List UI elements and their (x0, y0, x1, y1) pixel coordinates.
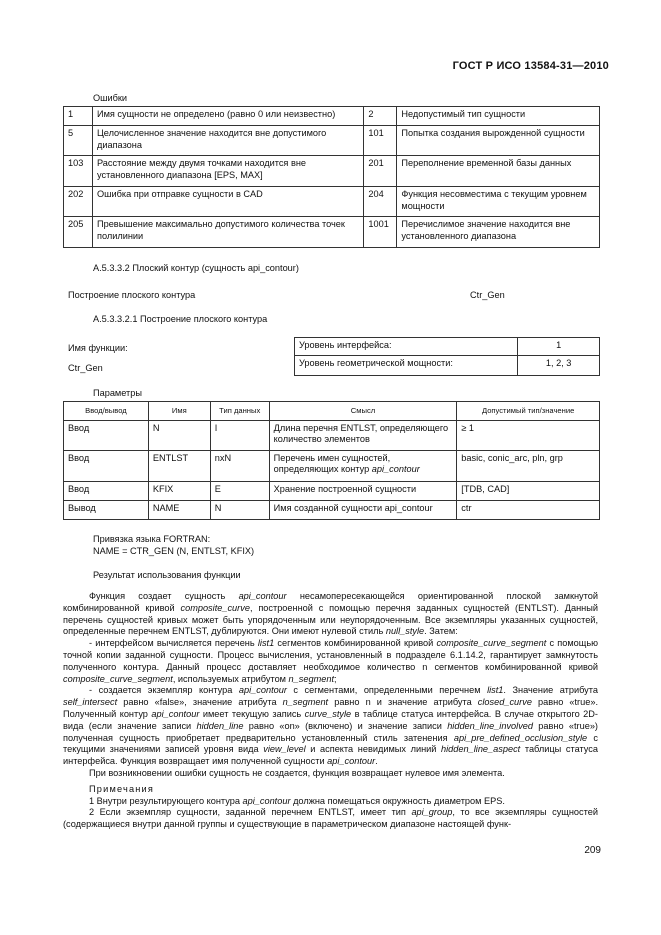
param-meaning: Хранение построенной сущности (269, 481, 457, 500)
errors-table (63, 106, 600, 248)
param-name: N (148, 420, 210, 450)
error-text: Переполнение временной базы данных (397, 156, 600, 187)
result-paragraph: При возникновении ошибки сущность не создается, функция возвращает нулевое имя элемента. (89, 767, 505, 778)
error-code: 204 (364, 187, 397, 217)
param-io: Вывод (64, 500, 149, 519)
table-row (64, 420, 600, 450)
table-row (64, 107, 600, 126)
param-allowed: ≥ 1 (457, 420, 600, 450)
error-text: Попытка создания вырожденной сущности (397, 126, 600, 156)
result-body (63, 591, 598, 831)
param-name: ENTLST (148, 450, 210, 481)
param-allowed: ctr (457, 500, 600, 519)
error-code: 201 (364, 156, 397, 187)
error-text: Имя сущности не определено (равно 0 или неизвестно) (92, 107, 363, 126)
param-name: KFIX (148, 481, 210, 500)
table-row (64, 481, 600, 500)
table-row (64, 217, 600, 248)
params-table (63, 401, 600, 520)
param-type: nxN (210, 450, 269, 481)
function-name-label: Имя функции: (68, 343, 128, 353)
power-level-value: 1, 2, 3 (518, 356, 600, 376)
errors-label: Ошибки (93, 93, 128, 103)
col-header: Ввод/вывод (64, 402, 149, 421)
param-meaning: Имя созданной сущности api_contour (269, 500, 457, 519)
power-level-label: Уровень геометрической мощности: (295, 356, 518, 376)
result-label: Результат использования функции (93, 570, 241, 580)
param-name: NAME (148, 500, 210, 519)
subsection-heading: A.5.3.3.2.1 Построение плоского контура (93, 314, 268, 324)
error-code: 205 (64, 217, 93, 248)
param-io: Ввод (64, 481, 149, 500)
param-meaning (269, 450, 457, 481)
construction-code: Ctr_Gen (470, 290, 505, 300)
param-allowed: [TDB, CAD] (457, 481, 600, 500)
note-1: 1 Внутри результирующего контура api_contour должна помещаться окружность диаметром EPS. (89, 795, 505, 806)
result-paragraph: - интерфейсом вычисляется перечень list1 сегментов комбинированной кривой composite_curve_segment с помощью точной копии заданной сущности. Процесс вычисления, установленный в подразделе 6.1.14.2, гарантирует замкнутость полученного контура. Данный процесс доставляет необходимое количество n сегментов комбинированной кривой composite_curve_segment, используемых атрибутом n_segment; (63, 638, 598, 684)
error-code: 1 (64, 107, 93, 126)
note-2: 2 Если экземпляр сущности, заданной перечнем ENTLST, имеет тип api_group, то все экземпляры сущностей (содержащиеся внутри данной группы и существующие в параметрическом диапазоне настоящей функ- (63, 807, 598, 830)
error-code: 1001 (364, 217, 397, 248)
interface-level-value: 1 (518, 338, 600, 356)
col-header: Допустимый тип/значение (457, 402, 600, 421)
function-name-value: Ctr_Gen (68, 363, 103, 373)
params-label: Параметры (93, 388, 142, 398)
error-code: 101 (364, 126, 397, 156)
error-code: 202 (64, 187, 93, 217)
table-row (295, 338, 600, 356)
result-paragraph: Функция создает сущность api_contour несамопересекающейся ориентированной плоской замкнутой комбинированной кривой composite_curve, построенной с помощью перечня заданных сущностей (ENTLST). Данный перечень сущностей кривых может быть упорядоченным или неупорядоченным. Все экземпляры указанных сущностей, определенные перечнем ENTLST, дублируются. Они имеют нулевой стиль null_style. Затем: (63, 591, 598, 637)
param-type: E (210, 481, 269, 500)
function-levels-table (294, 337, 600, 376)
construction-label: Построение плоского контура (68, 290, 196, 300)
param-allowed: basic, conic_arc, pln, grp (457, 450, 600, 481)
fortran-label: Привязка языка FORTRAN: (93, 534, 211, 544)
error-text: Расстояние между двумя точками находится вне установленного диапазона [EPS, MAX] (92, 156, 363, 187)
error-text: Ошибка при отправке сущности в CAD (92, 187, 363, 217)
param-meaning: Длина перечня ENTLST, определяющего количество элементов (269, 420, 457, 450)
error-text: Перечислимое значение находится вне установленного диапазона (397, 217, 600, 248)
table-row (64, 187, 600, 217)
interface-level-label: Уровень интерфейса: (295, 338, 518, 356)
table-row (295, 356, 600, 376)
col-header: Тип данных (210, 402, 269, 421)
section-heading: A.5.3.3.2 Плоский контур (сущность api_contour) (93, 263, 299, 273)
param-io: Ввод (64, 450, 149, 481)
col-header: Имя (148, 402, 210, 421)
error-text: Функция несовместима с текущим уровнем мощности (397, 187, 600, 217)
page-number: 209 (584, 845, 601, 856)
error-code: 5 (64, 126, 93, 156)
param-type: N (210, 500, 269, 519)
table-header-row (64, 402, 600, 421)
param-meaning-text: Перечень имен сущностей, определяющих контур api_contour (273, 452, 420, 474)
param-type: I (210, 420, 269, 450)
error-code: 103 (64, 156, 93, 187)
table-row (64, 450, 600, 481)
notes-label: Примечания (89, 783, 155, 794)
col-header: Смысл (269, 402, 457, 421)
error-text: Целочисленное значение находится вне допустимого диапазона (92, 126, 363, 156)
error-text: Недопустимый тип сущности (397, 107, 600, 126)
result-paragraph: - создается экземпляр контура api_contour с сегментами, определенными перечнем list1. Значение атрибута self_intersect равно «false», значение атрибута n_segment равно n и значение атрибута closed_curve равно «true». Полученный контур api_contour имеет текущую запись curve_style в таблице статуса интерфейса. В случае открытого 2D-вида (если значение записи hidden_line равно «on» (включено) и значение записи hidden_line_involved равно «true») полученная сущность приобретает предварительно установленный стиль затенения api_pre_defined_occlusion_style с текущими значениями записей уровня вида view_level и аспекта невидимых линий hidden_line_aspect таблицы статуса интерфейса. Функция возвращает имя полученной сущности api_contour. (63, 685, 598, 767)
error-text: Превышение максимально допустимого количества точек полилинии (92, 217, 363, 248)
table-row (64, 156, 600, 187)
table-row (64, 500, 600, 519)
fortran-call: NAME = CTR_GEN (N, ENTLST, KFIX) (93, 546, 255, 556)
error-code: 2 (364, 107, 397, 126)
param-io: Ввод (64, 420, 149, 450)
document-header: ГОСТ Р ИСО 13584-31—2010 (452, 60, 609, 72)
table-row (64, 126, 600, 156)
